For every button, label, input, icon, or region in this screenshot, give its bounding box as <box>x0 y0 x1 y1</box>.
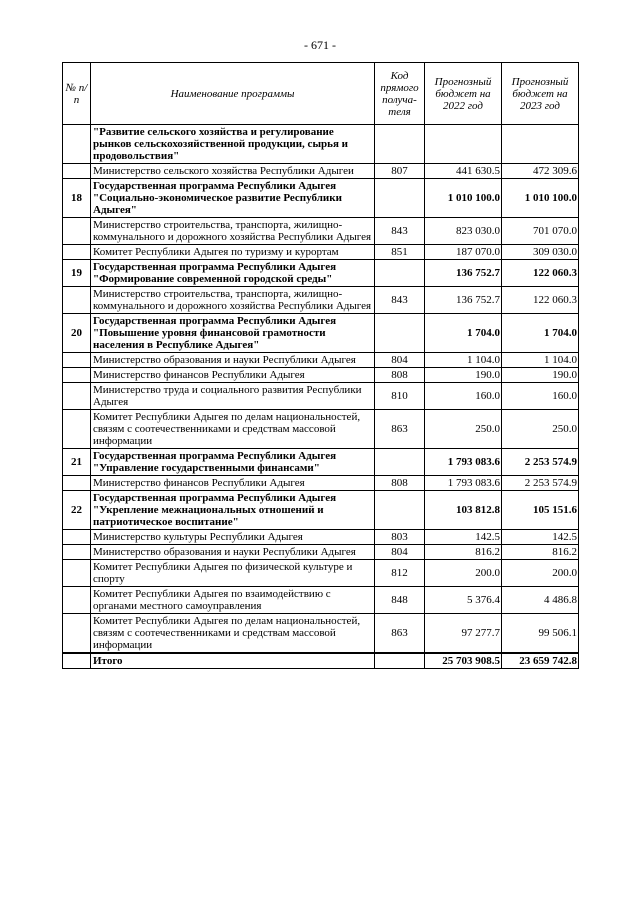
row-code <box>375 314 425 353</box>
row-code: 863 <box>375 410 425 449</box>
row-budget-2022: 816.2 <box>425 545 502 560</box>
row-number <box>63 530 91 545</box>
row-number <box>63 218 91 245</box>
table-row <box>63 353 579 368</box>
row-budget-2022: 190.0 <box>425 368 502 383</box>
table-row <box>63 245 579 260</box>
row-code: 810 <box>375 383 425 410</box>
row-number <box>63 587 91 614</box>
row-name: Итого <box>91 653 375 669</box>
table-header-row <box>63 63 579 125</box>
row-name: Министерство финансов Республики Адыгея <box>91 368 375 383</box>
row-code: 804 <box>375 545 425 560</box>
row-number: 21 <box>63 449 91 476</box>
row-budget-2023: 200.0 <box>502 560 579 587</box>
row-budget-2023: 105 151.6 <box>502 491 579 530</box>
row-name: Министерство строительства, транспорта, жилищно-коммунального и дорожного хозяйства Республики Адыгея <box>91 287 375 314</box>
row-name: Комитет Республики Адыгея по взаимодействию с органами местного самоуправления <box>91 587 375 614</box>
row-name: "Развитие сельского хозяйства и регулирование рынков сельскохозяйственной продукции, сырья и продовольствия" <box>91 125 375 164</box>
row-name: Государственная программа Республики Адыгея "Управление государственными финансами" <box>91 449 375 476</box>
row-number <box>63 245 91 260</box>
row-budget-2023: 1 104.0 <box>502 353 579 368</box>
row-name: Государственная программа Республики Адыгея "Формирование современной городской среды" <box>91 260 375 287</box>
row-budget-2022: 25 703 908.5 <box>425 653 502 669</box>
row-name: Министерство строительства, транспорта, жилищно-коммунального и дорожного хозяйства Республики Адыгея <box>91 218 375 245</box>
row-budget-2023: 142.5 <box>502 530 579 545</box>
row-code: 804 <box>375 353 425 368</box>
row-code <box>375 260 425 287</box>
row-budget-2023: 122 060.3 <box>502 260 579 287</box>
program-row <box>63 260 579 287</box>
row-code: 803 <box>375 530 425 545</box>
row-budget-2022: 187 070.0 <box>425 245 502 260</box>
row-name: Министерство сельского хозяйства Республики Адыгеи <box>91 164 375 179</box>
row-name: Комитет Республики Адыгея по делам национальностей, связям с соотечественниками и средствам массовой информации <box>91 410 375 449</box>
row-name: Государственная программа Республики Адыгея "Укрепление межнациональных отношений и патриотическое воспитание" <box>91 491 375 530</box>
header-budget-2023: Прогнозный бюджет на 2023 год <box>502 63 579 125</box>
table-row <box>63 218 579 245</box>
row-code: 812 <box>375 560 425 587</box>
row-number <box>63 653 91 669</box>
row-number <box>63 383 91 410</box>
row-budget-2023: 1 704.0 <box>502 314 579 353</box>
program-row <box>63 125 579 164</box>
row-name: Комитет Республики Адыгея по туризму и курортам <box>91 245 375 260</box>
table-row <box>63 368 579 383</box>
program-row <box>63 449 579 476</box>
row-budget-2023: 309 030.0 <box>502 245 579 260</box>
table-row <box>63 164 579 179</box>
row-budget-2022: 160.0 <box>425 383 502 410</box>
row-code <box>375 449 425 476</box>
row-budget-2023: 23 659 742.8 <box>502 653 579 669</box>
row-budget-2022: 142.5 <box>425 530 502 545</box>
row-budget-2023: 701 070.0 <box>502 218 579 245</box>
row-budget-2022: 136 752.7 <box>425 260 502 287</box>
row-number <box>63 287 91 314</box>
table-row <box>63 287 579 314</box>
row-code: 863 <box>375 614 425 654</box>
row-budget-2023: 1 010 100.0 <box>502 179 579 218</box>
program-row <box>63 314 579 353</box>
table-row <box>63 530 579 545</box>
row-number <box>63 410 91 449</box>
row-budget-2022: 1 704.0 <box>425 314 502 353</box>
row-number <box>63 545 91 560</box>
row-number <box>63 125 91 164</box>
row-code: 851 <box>375 245 425 260</box>
row-name: Министерство образования и науки Республики Адыгея <box>91 353 375 368</box>
row-number <box>63 614 91 654</box>
row-budget-2022: 136 752.7 <box>425 287 502 314</box>
program-row <box>63 491 579 530</box>
row-number: 18 <box>63 179 91 218</box>
row-budget-2023 <box>502 125 579 164</box>
header-code: Код прямого получа-теля <box>375 63 425 125</box>
row-budget-2022: 823 030.0 <box>425 218 502 245</box>
row-budget-2023: 99 506.1 <box>502 614 579 654</box>
row-budget-2022: 1 793 083.6 <box>425 476 502 491</box>
table-row <box>63 560 579 587</box>
row-number <box>63 353 91 368</box>
row-budget-2023: 472 309.6 <box>502 164 579 179</box>
row-budget-2022: 200.0 <box>425 560 502 587</box>
row-number <box>63 164 91 179</box>
row-budget-2023: 4 486.8 <box>502 587 579 614</box>
row-budget-2022: 250.0 <box>425 410 502 449</box>
row-code: 843 <box>375 287 425 314</box>
row-number <box>63 560 91 587</box>
row-name: Государственная программа Республики Адыгея "Повышение уровня финансовой грамотности населения в Республике Адыгея" <box>91 314 375 353</box>
row-budget-2022 <box>425 125 502 164</box>
row-number: 20 <box>63 314 91 353</box>
row-name: Министерство образования и науки Республики Адыгея <box>91 545 375 560</box>
table-row <box>63 383 579 410</box>
row-name: Министерство финансов Республики Адыгея <box>91 476 375 491</box>
row-budget-2023: 816.2 <box>502 545 579 560</box>
row-budget-2022: 5 376.4 <box>425 587 502 614</box>
row-number <box>63 476 91 491</box>
row-number <box>63 368 91 383</box>
row-budget-2022: 1 793 083.6 <box>425 449 502 476</box>
row-budget-2022: 97 277.7 <box>425 614 502 654</box>
header-name: Наименование программы <box>91 63 375 125</box>
table-body <box>63 125 579 669</box>
row-budget-2023: 2 253 574.9 <box>502 476 579 491</box>
row-code: 808 <box>375 476 425 491</box>
row-budget-2022: 441 630.5 <box>425 164 502 179</box>
row-budget-2022: 1 010 100.0 <box>425 179 502 218</box>
row-budget-2023: 160.0 <box>502 383 579 410</box>
row-code <box>375 491 425 530</box>
row-budget-2023: 250.0 <box>502 410 579 449</box>
row-name: Министерство культуры Республики Адыгея <box>91 530 375 545</box>
row-budget-2023: 2 253 574.9 <box>502 449 579 476</box>
header-budget-2022: Прогнозный бюджет на 2022 год <box>425 63 502 125</box>
row-name: Государственная программа Республики Адыгея "Социально-экономическое развитие Республики Адыгея" <box>91 179 375 218</box>
row-budget-2023: 190.0 <box>502 368 579 383</box>
row-code <box>375 179 425 218</box>
row-code: 808 <box>375 368 425 383</box>
row-budget-2022: 1 104.0 <box>425 353 502 368</box>
row-code: 843 <box>375 218 425 245</box>
row-number: 22 <box>63 491 91 530</box>
row-code: 848 <box>375 587 425 614</box>
header-num: № п/п <box>63 63 91 125</box>
total-row <box>63 653 579 669</box>
row-code: 807 <box>375 164 425 179</box>
table-row <box>63 476 579 491</box>
table-row <box>63 587 579 614</box>
row-name: Комитет Республики Адыгея по делам национальностей, связям с соотечественниками и средствам массовой информации <box>91 614 375 654</box>
program-row <box>63 179 579 218</box>
table-row <box>63 410 579 449</box>
table-row <box>63 614 579 654</box>
page-number: - 671 - <box>304 38 336 52</box>
row-name: Комитет Республики Адыгея по физической культуре и спорту <box>91 560 375 587</box>
budget-table <box>62 62 579 669</box>
table-row <box>63 545 579 560</box>
row-number: 19 <box>63 260 91 287</box>
row-code <box>375 125 425 164</box>
row-code <box>375 653 425 669</box>
row-budget-2022: 103 812.8 <box>425 491 502 530</box>
row-name: Министерство труда и социального развития Республики Адыгея <box>91 383 375 410</box>
row-budget-2023: 122 060.3 <box>502 287 579 314</box>
